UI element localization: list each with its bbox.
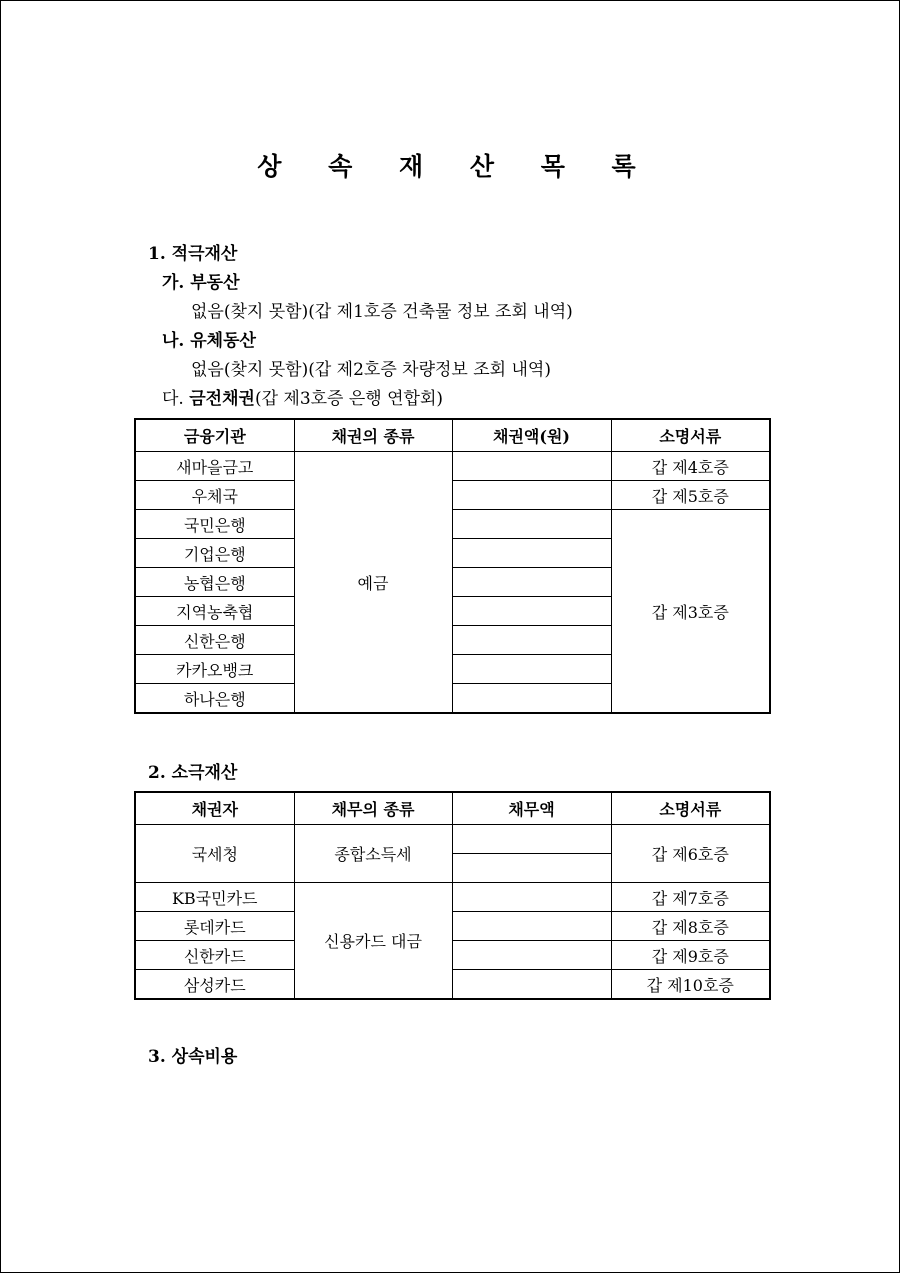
institution-cell: 기업은행 (135, 539, 294, 568)
amount-cell (452, 597, 611, 626)
section1-b-label: 나. 유체동산 (162, 331, 256, 351)
evidence-cell: 갑 제8호증 (611, 912, 770, 941)
evidence-cell: 갑 제6호증 (611, 825, 770, 883)
creditor-cell: 롯데카드 (135, 912, 294, 941)
debts-table (134, 791, 771, 1000)
column-header: 소명서류 (611, 792, 770, 825)
institution-cell: 농협은행 (135, 568, 294, 597)
amount-cell (452, 883, 611, 912)
institution-cell: 하나은행 (135, 684, 294, 714)
creditor-cell: 삼성카드 (135, 970, 294, 1000)
column-header: 채무액 (452, 792, 611, 825)
evidence-cell: 갑 제10호증 (611, 970, 770, 1000)
amount-cell (452, 941, 611, 970)
column-header: 소명서류 (611, 419, 770, 452)
section1-a-label: 가. 부동산 (162, 273, 240, 293)
institution-cell: 새마을금고 (135, 452, 294, 481)
evidence-cell: 갑 제4호증 (611, 452, 770, 481)
amount-cell (452, 655, 611, 684)
table-header-row (135, 792, 770, 825)
evidence-cell: 갑 제7호증 (611, 883, 770, 912)
table-row (135, 883, 770, 912)
table-row (135, 825, 770, 854)
column-header: 채권자 (135, 792, 294, 825)
table-row (135, 970, 770, 1000)
assets-table (134, 418, 771, 714)
evidence-cell: 갑 제5호증 (611, 481, 770, 510)
column-header: 채무의 종류 (294, 792, 452, 825)
debt-kind-cell: 신용카드 대금 (294, 883, 452, 1000)
creditor-cell: KB국민카드 (135, 883, 294, 912)
table-row (135, 481, 770, 510)
column-header: 채권의 종류 (294, 419, 452, 452)
amount-cell (452, 825, 611, 854)
evidence-cell: 갑 제9호증 (611, 941, 770, 970)
section1-c-label: 금전채권 (189, 389, 255, 409)
table-row (135, 452, 770, 481)
section1-c-suffix: (갑 제3호증 은행 연합회) (254, 389, 444, 409)
section1-c-prefix: 다. (162, 389, 190, 409)
amount-cell (452, 854, 611, 883)
column-header: 금융기관 (135, 419, 294, 452)
amount-cell (452, 912, 611, 941)
section1-a-detail: 없음(찾지 못함)(갑 제1호증 건축물 정보 조회 내역) (191, 302, 573, 322)
institution-cell: 지역농축협 (135, 597, 294, 626)
institution-cell: 카카오뱅크 (135, 655, 294, 684)
creditor-cell: 국세청 (135, 825, 294, 883)
institution-cell: 신한은행 (135, 626, 294, 655)
creditor-cell: 신한카드 (135, 941, 294, 970)
institution-cell: 국민은행 (135, 510, 294, 539)
amount-cell (452, 539, 611, 568)
section1-c-line (162, 384, 443, 409)
column-header: 채권액(원) (452, 419, 611, 452)
amount-cell (452, 970, 611, 1000)
amount-cell (452, 626, 611, 655)
amount-cell (452, 510, 611, 539)
document-title: 상 속 재 산 목 록 (257, 152, 655, 181)
evidence-cell-merged: 갑 제3호증 (611, 510, 770, 714)
institution-cell: 우체국 (135, 481, 294, 510)
amount-cell (452, 568, 611, 597)
table-row (135, 912, 770, 941)
amount-cell (452, 684, 611, 714)
section1-b-detail: 없음(찾지 못함)(갑 제2호증 차량정보 조회 내역) (191, 360, 551, 380)
table-row (135, 941, 770, 970)
section1-heading: 1. 적극재산 (148, 244, 238, 264)
claim-kind-cell: 예금 (294, 452, 452, 714)
table-header-row (135, 419, 770, 452)
table-row (135, 510, 770, 539)
amount-cell (452, 452, 611, 481)
section3-heading: 3. 상속비용 (148, 1047, 238, 1067)
section2-heading: 2. 소극재산 (148, 763, 238, 783)
amount-cell (452, 481, 611, 510)
debt-kind-cell: 종합소득세 (294, 825, 452, 883)
